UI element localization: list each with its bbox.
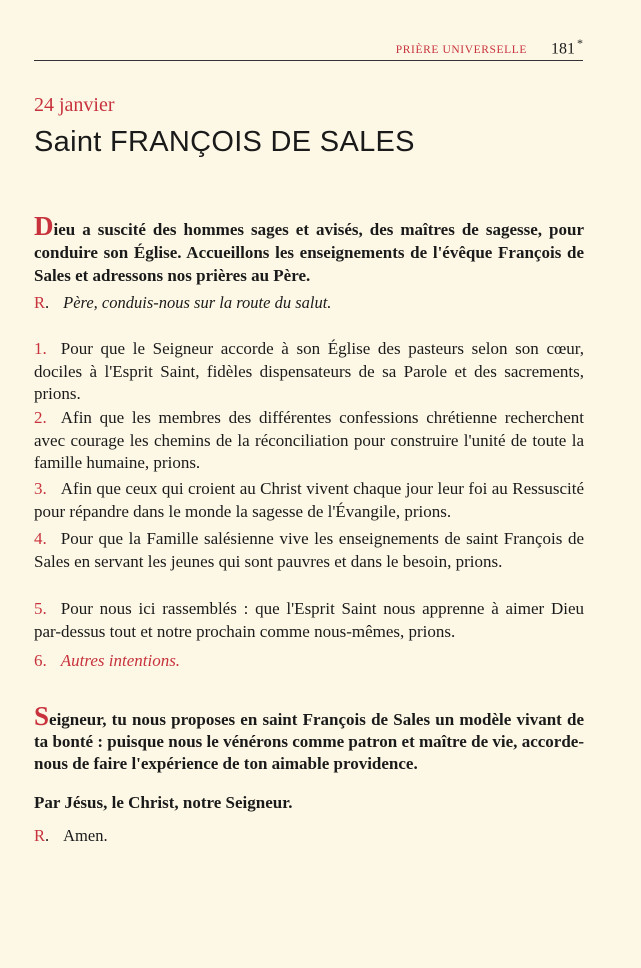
intention-number: 5. [34,599,47,618]
running-header [34,36,583,61]
saint-title: Saint FRANÇOIS DE SALES [34,126,415,158]
intention-3 [34,478,584,523]
prayer-text: eigneur, tu nous proposes en saint François de Sales un modèle vivant de ta bonté : puisque nous le vénérons comme patron et maître de vie, accorde-nous de faire l'expérience de ton aimable providence. [34,710,584,773]
response-dot: . [45,826,50,845]
intention-1 [34,338,584,406]
intention-text: Afin que les membres des différentes confessions chrétienne recherchent avec courage les chemins de la réconciliation pour construire l'unité de toute la famille humaine, prions. [34,408,584,472]
response-sign: R [34,293,46,312]
intention-text: Pour que la Famille salésienne vive les enseignements de saint François de Sales en servant les jeunes qui sont pauvres et dans le besoin, prions. [34,529,584,571]
intro-paragraph [34,211,584,287]
intention-text: Pour nous ici rassemblés : que l'Esprit Saint nous apprenne à aimer Dieu par-dessus tout et notre prochain comme nous-mêmes, prions. [34,599,584,641]
response-text: Père, conduis-nous sur la route du salut. [63,293,332,312]
intention-6 [34,650,584,673]
page-mark: * [577,36,583,50]
page-number: 181 [551,40,575,58]
intention-number: 4. [34,529,47,548]
intro-text: ieu a suscité des hommes sages et avisés, des maîtres de sagesse, pour conduire son Église. Accueillons les enseignements de l'évêque François de Sales et adressons nos prières au Père. [34,220,584,285]
amen-text: Amen. [63,826,108,845]
amen-line [34,825,584,847]
prayer-dropcap: S [34,701,50,731]
intention-2 [34,407,584,475]
intention-number: 2. [34,408,47,427]
intention-5 [34,598,584,643]
intention-number: 3. [34,479,47,498]
intention-text: Pour que le Seigneur accorde à son Église des pasteurs selon son cœur, dociles à l'Esprit Saint, fidèles dispensateurs de sa Parole et des sacrements, prions. [34,339,584,403]
running-title: PRIÈRE UNIVERSELLE [395,44,527,57]
closing-prayer [34,701,584,775]
intention-4 [34,528,584,573]
response-dot: . [45,293,50,312]
response-sign: R [34,826,46,845]
feast-date: 24 janvier [34,94,115,116]
intention-text: Afin que ceux qui croient au Christ vivent chaque jour leur foi au Ressuscité pour répandre dans le monde la sagesse de l'Évangile, prions. [34,479,584,521]
intention-number: 1. [34,339,47,358]
prayer-conclusion: Par Jésus, le Christ, notre Seigneur. [34,793,293,812]
intention-text: Autres intentions. [60,651,181,670]
intention-number: 6. [34,651,47,670]
response-line [34,292,584,314]
intro-dropcap: D [34,211,54,241]
